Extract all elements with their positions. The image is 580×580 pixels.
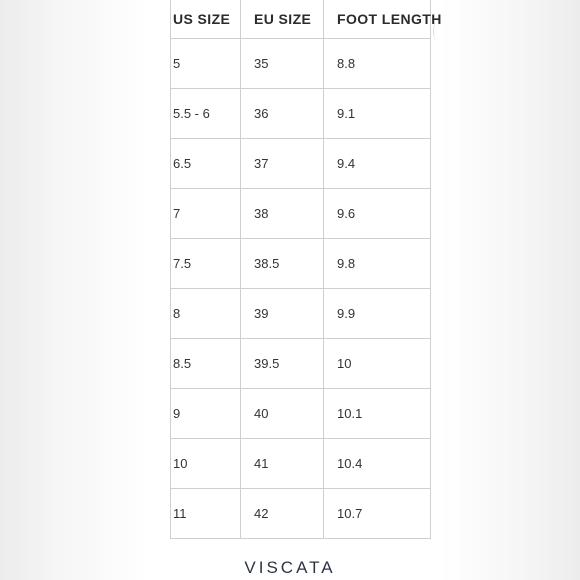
cell-foot-length: 10.4: [324, 439, 431, 489]
cell-foot-length: 9.6: [324, 189, 431, 239]
table-row: [171, 289, 431, 339]
table-row: [171, 239, 431, 289]
table-row: [171, 389, 431, 439]
cell-eu-size: 35: [241, 39, 324, 89]
edge-mark: [433, 22, 440, 40]
cell-us-size: 10: [171, 439, 241, 489]
cell-eu-size: 39.5: [241, 339, 324, 389]
header-eu-size: EU SIZE: [241, 0, 324, 39]
cell-foot-length: 10: [324, 339, 431, 389]
cell-us-size: 7.5: [171, 239, 241, 289]
cell-us-size: 7: [171, 189, 241, 239]
cell-us-size: 11: [171, 489, 241, 539]
cell-foot-length: 9.4: [324, 139, 431, 189]
table-row: [171, 39, 431, 89]
cell-eu-size: 39: [241, 289, 324, 339]
cell-foot-length: 8.8: [324, 39, 431, 89]
cell-foot-length: 9.9: [324, 289, 431, 339]
table-row: [171, 439, 431, 489]
cell-foot-length: 9.8: [324, 239, 431, 289]
size-chart-table: [170, 0, 442, 539]
table-header-row: [171, 0, 431, 39]
cell-eu-size: 37: [241, 139, 324, 189]
table-row: [171, 339, 431, 389]
cell-us-size: 8: [171, 289, 241, 339]
cell-eu-size: 41: [241, 439, 324, 489]
cell-eu-size: 38: [241, 189, 324, 239]
cell-us-size: 9: [171, 389, 241, 439]
cell-eu-size: 40: [241, 389, 324, 439]
cell-eu-size: 36: [241, 89, 324, 139]
cell-eu-size: 42: [241, 489, 324, 539]
table-row: [171, 189, 431, 239]
cell-eu-size: 38.5: [241, 239, 324, 289]
header-foot-length: FOOT LENGTH: [324, 0, 431, 39]
cell-foot-length: 10.1: [324, 389, 431, 439]
table-row: [171, 139, 431, 189]
header-us-size: US SIZE: [171, 0, 241, 39]
cell-us-size: 8.5: [171, 339, 241, 389]
cell-foot-length: 10.7: [324, 489, 431, 539]
cell-us-size: 6.5: [171, 139, 241, 189]
cell-us-size: 5: [171, 39, 241, 89]
cell-us-size: 5.5 - 6: [171, 89, 241, 139]
table-row: [171, 89, 431, 139]
brand-logo-text: VISCATA: [244, 558, 336, 577]
cell-foot-length: 9.1: [324, 89, 431, 139]
table-row: [171, 489, 431, 539]
